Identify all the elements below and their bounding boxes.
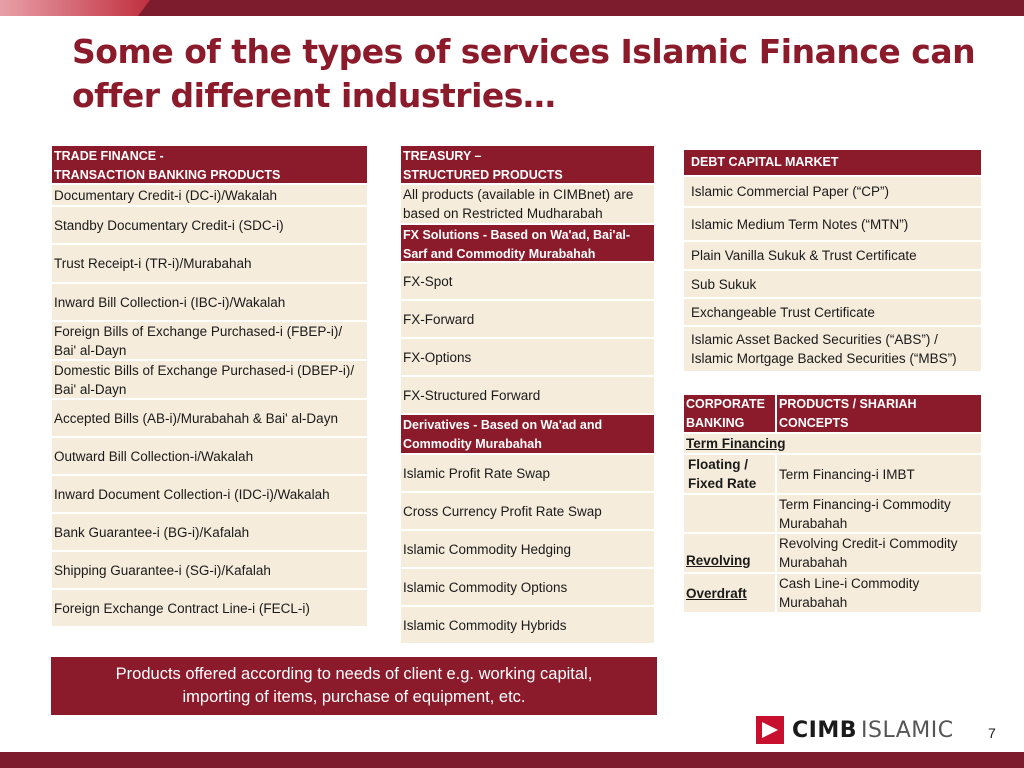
- products-shariah-header: PRODUCTS / SHARIAH CONCEPTS: [777, 395, 981, 432]
- overdraft-row: [684, 574, 981, 614]
- floating-fixed-row: [684, 455, 981, 495]
- page-number: 7: [988, 725, 996, 741]
- dcm-item: Islamic Medium Term Notes (“MTN”): [684, 208, 981, 242]
- trade-item: Shipping Guarantee-i (SG-i)/Kafalah: [52, 552, 367, 590]
- empty-cell: [684, 495, 777, 532]
- banner-line2: importing of items, purchase of equipment, etc.: [182, 688, 526, 706]
- logo-islamic-text: ISLAMIC: [861, 717, 954, 743]
- trade-item: Inward Document Collection-i (IDC-i)/Wakalah: [52, 476, 367, 514]
- fx-solutions-header: FX Solutions - Based on Wa'ad, Bai'al-Sarf and Commodity Murabahah: [401, 225, 654, 263]
- treasury-table: [401, 146, 654, 645]
- slide-title: Some of the types of services Islamic Finance can offer different industries…: [72, 32, 976, 115]
- fx-item: FX-Forward: [401, 301, 654, 339]
- trade-finance-table: [52, 146, 367, 628]
- dcm-item: Islamic Asset Backed Securities (“ABS”) / Islamic Mortgage Backed Securities (“MBS”): [684, 327, 981, 373]
- top-bar: [0, 0, 1024, 16]
- trade-item: Foreign Exchange Contract Line-i (FECL-i): [52, 590, 367, 628]
- dcm-item: Islamic Commercial Paper (“CP”): [684, 177, 981, 208]
- treasury-header-line2: STRUCTURED PRODUCTS: [403, 168, 563, 182]
- tf-imbt-cell: Term Financing-i IMBT: [777, 455, 981, 493]
- revolving-credit-cell: Revolving Credit-i Commodity Murabahah: [777, 534, 981, 572]
- corporate-header-row: [684, 395, 981, 434]
- trade-header-line1: TRADE FINANCE -: [54, 149, 164, 163]
- dcm-item: Sub Sukuk: [684, 271, 981, 299]
- revolving-row: [684, 534, 981, 574]
- logo-cimb-text: CIMB: [792, 717, 857, 743]
- dcm-item: Plain Vanilla Sukuk & Trust Certificate: [684, 242, 981, 271]
- trade-item: Standby Documentary Credit-i (SDC-i): [52, 207, 367, 245]
- fx-item: FX-Options: [401, 339, 654, 377]
- derivative-item: Islamic Profit Rate Swap: [401, 455, 654, 493]
- bottom-bar: [0, 752, 1024, 768]
- treasury-intro: All products (available in CIMBnet) are based on Restricted Mudharabah: [401, 185, 654, 225]
- trade-header-line2: TRANSACTION BANKING PRODUCTS: [54, 168, 281, 182]
- summary-banner: [51, 657, 657, 715]
- treasury-header-line1: TREASURY –: [403, 149, 482, 163]
- term-financing-label: Term Financing: [684, 434, 981, 453]
- trade-finance-header: [52, 146, 367, 185]
- derivatives-header: Derivatives - Based on Wa'ad and Commodity Murabahah: [401, 415, 654, 455]
- tf-commodity-cell: Term Financing-i Commodity Murabahah: [777, 495, 981, 532]
- trade-item: Inward Bill Collection-i (IBC-i)/Wakalah: [52, 284, 367, 322]
- corporate-banking-table: [684, 395, 981, 614]
- dcm-header: DEBT CAPITAL MARKET: [684, 150, 981, 177]
- derivative-item: Islamic Commodity Options: [401, 569, 654, 607]
- banner-line1: Products offered according to needs of client e.g. working capital,: [115, 665, 593, 683]
- tf-commodity-row: [684, 495, 981, 534]
- overdraft-label: Overdraft: [684, 574, 777, 612]
- derivative-item: Cross Currency Profit Rate Swap: [401, 493, 654, 531]
- derivative-item: Islamic Commodity Hybrids: [401, 607, 654, 645]
- trade-item: Accepted Bills (AB-i)/Murabahah & Bai' al-Dayn: [52, 400, 367, 438]
- corporate-banking-header: CORPORATE BANKING: [684, 395, 777, 432]
- trade-item: Trust Receipt-i (TR-i)/Murabahah: [52, 245, 367, 284]
- floating-fixed-label: Floating / Fixed Rate: [684, 455, 777, 493]
- dcm-item: Exchangeable Trust Certificate: [684, 299, 981, 327]
- debt-capital-market-table: [684, 150, 981, 373]
- fx-item: FX-Structured Forward: [401, 377, 654, 415]
- cash-line-cell: Cash Line-i Commodity Murabahah: [777, 574, 981, 612]
- term-financing-row: [684, 434, 981, 455]
- trade-item: Foreign Bills of Exchange Purchased-i (FBEP-i)/ Bai' al-Dayn: [52, 322, 367, 361]
- revolving-label: Revolving: [684, 534, 777, 572]
- treasury-header: [401, 146, 654, 185]
- trade-item: Bank Guarantee-i (BG-i)/Kafalah: [52, 514, 367, 552]
- cimb-islamic-logo: [756, 714, 954, 746]
- trade-item: Domestic Bills of Exchange Purchased-i (DBEP-i)/ Bai' al-Dayn: [52, 361, 367, 400]
- cimb-logo-icon: [756, 716, 784, 744]
- top-bar-accent: [0, 0, 150, 16]
- fx-item: FX-Spot: [401, 263, 654, 301]
- trade-item: Outward Bill Collection-i/Wakalah: [52, 438, 367, 476]
- derivative-item: Islamic Commodity Hedging: [401, 531, 654, 569]
- trade-item: Documentary Credit-i (DC-i)/Wakalah: [52, 185, 367, 207]
